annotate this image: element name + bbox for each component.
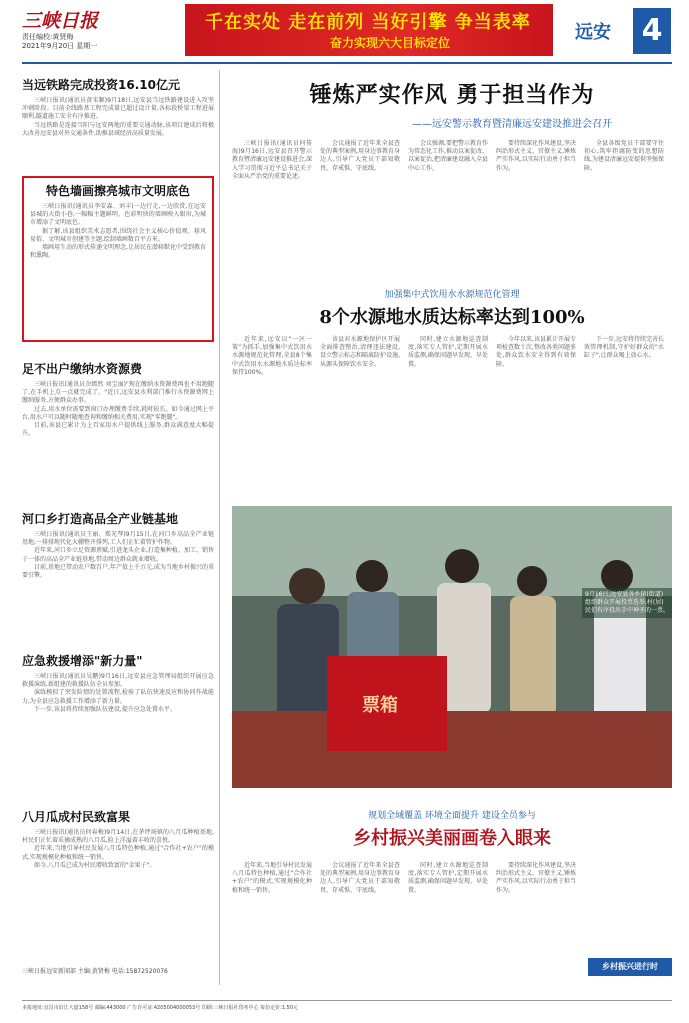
banner-subtitle: 奋力实现六大目标定位 — [330, 36, 451, 50]
masthead — [0, 0, 689, 62]
paragraph: 三峡日报讯(通讯员吴鹏)9月16日,远安县应急管理局组织开展应急救援演练,新组建的救援队伍全员参加。 — [22, 673, 214, 689]
paragraph: 如今,八月瓜已成为村民增收致富的"金果子"。 — [34, 861, 156, 869]
article-melon — [22, 808, 214, 870]
paragraph: 会议通报了近年来全县查处的典型案例,用身边事教育身边人,引导广大党员干部知敬畏、存戒惧、守底线。 — [320, 862, 400, 894]
paragraph: 近年来,当地引导村民发展八月瓜特色种植,通过"合作社+农户"的模式,实现规模化种植和统一销售。 — [22, 845, 214, 861]
svg-text:票箱: 票箱 — [362, 695, 398, 716]
paragraph: 三峡日报讯(通讯员余嫣然 刘宝丽)"现在缴纳水资源费再也不用跑腿了,在手机上点一点就完成了。"近日,远安县水利部门推行水资源费网上缴纳服务,方便群众办事。 — [22, 381, 214, 405]
article-title: 应急救援增添"新力量" — [22, 654, 143, 668]
water-kicker: 加强集中式饮用水水源规范化管理 — [384, 290, 520, 300]
issue-meta — [22, 33, 97, 51]
news-photo — [232, 506, 672, 788]
date-line: 2021年9月20日 星期一 — [22, 42, 98, 50]
paragraph: 目前,该县已累计为上百家用水户提供线上服务,群众满意度大幅提升。 — [22, 422, 214, 438]
paragraph: 演练模拟了突发险情的处置流程,检验了队伍快速反应和协同作战能力,为全县应急救援工作增添了新力量。 — [22, 689, 214, 705]
paragraph: 全县各级党员干部要守住初心,筑牢拒腐防变的思想防线,为建设清廉远安提供坚强保障。 — [584, 140, 664, 172]
article-title: 特色墙画擦亮城市文明底色 — [45, 184, 190, 198]
headline-title: 锤炼严实作风 勇于担当作为 — [309, 83, 595, 108]
editor-contact: 三峡日报远安新闻部 主编:黄贤梅 电话:15872520076 — [22, 968, 168, 975]
water-headline — [232, 287, 672, 329]
voting-scene-illustration — [232, 506, 672, 788]
page-number: 4 — [633, 8, 671, 54]
article-title: 河口乡打造高品全产业链基地 — [22, 512, 179, 526]
article-wall-paintings — [22, 176, 214, 342]
paragraph: 同时,建立水源地巡查制度,落实专人管护,定期开展水质监测,确保问题早发现、早处置。 — [408, 336, 488, 368]
paragraph: 要持续深化作风建设,坚决纠治形式主义、官僚主义,锤炼严实作风,以实际行动勇于担当作为。 — [496, 862, 576, 894]
main-headline — [232, 78, 672, 130]
article-body — [22, 531, 214, 580]
paragraph: 三峡日报讯(通讯员何传海)9月16日,远安县召开警示教育暨清廉远安建设推进会,深入学习贯彻习近平总书记关于全面从严治党的重要论述。 — [232, 140, 312, 180]
article-title: 八月瓜成村民致富果 — [22, 810, 131, 824]
headline-body — [232, 140, 664, 181]
paragraph: 三峡日报讯(通讯员黄宋颖)9月18日,远安县当远铁路建设进入攻坚冲刺阶段。目前全线路基工程完成量已超过设计量,各标段桥梁工程进展顺利,隧道施工安全有序推进。 — [22, 97, 214, 121]
paragraph: 会议强调,要把警示教育作为常态化工作,推动以案促改、以案促治,把清廉建设融入全县中心工作。 — [408, 140, 488, 172]
article-title: 当远铁路完成投资16.10亿元 — [22, 78, 180, 92]
paragraph: 近年来,远安以"一区一策"为抓手,加强集中式饮用水水源地规范化管理,全县8个集中式饮用水水源地水质达标率保持100%。 — [232, 336, 312, 376]
paragraph: 会议通报了近年来全县查处的典型案例,用身边事教育身边人,引导广大党员干部知敬畏、存戒惧、守底线。 — [320, 140, 400, 172]
paragraph: 过去,用水单位需要到窗口办理缴费手续,耗时较长。如今通过网上平台,用水户可以随时随地查询和缴纳相关费用,实现"零跑腿"。 — [22, 405, 214, 421]
page-footer: 本报地址:宜昌市沿江大道158号 邮编:443000 广告许可证:4205004000053号 印刷:三峡日报社印务中心 每份定价:1.50元 — [22, 1000, 672, 1011]
paragraph: 目前,基地已带动农户数百户,年产值上千万元,成为当地乡村振兴的重要引擎。 — [22, 563, 214, 580]
article-industry-base — [22, 510, 214, 580]
village-headline — [232, 808, 672, 850]
article-body — [22, 673, 214, 714]
photo-caption: 9月16日,远安县各乡镇(街道)组织群众开展投票选举,村(居)民们有序投出手中神圣的一票。 — [582, 588, 672, 618]
paragraph: 下一步,远安将持续完善长效管理机制,守护好群众的"水缸子",让群众喝上放心水。 — [584, 336, 664, 360]
section-name: 远安 — [575, 22, 611, 43]
paragraph: 同时,建立水源地巡查制度,落实专人管护,定期开展水质监测,确保问题早发现、早处置。 — [408, 862, 488, 894]
paragraph: 要持续深化作风建设,坚决纠治形式主义、官僚主义,锤炼严实作风,以实际行动勇于担当作为。 — [496, 140, 576, 172]
village-title: 乡村振兴美丽画卷入眼来 — [353, 828, 551, 849]
banner-slogan: 千在实处 走在前列 当好引擎 争当表率 — [205, 12, 531, 33]
slogan-banner — [185, 4, 553, 56]
editor-line: 责任编校:黄贤梅 — [22, 33, 74, 41]
paragraph: 近年来,当地引导村民发展八月瓜特色种植,通过"合作社+农户"的模式,实现规模化种植和统一销售。 — [232, 862, 312, 894]
article-body — [22, 381, 214, 438]
masthead-divider — [22, 62, 672, 64]
article-railway — [22, 76, 214, 138]
village-kicker: 规划全域覆盖 环境全面提升 建设全员参与 — [368, 811, 536, 821]
paragraph: 近年来,河口乡立足资源禀赋,引进龙头企业,打造集种植、加工、销售于一体的高品全产业链基地,带动周边群众就业增收。 — [22, 547, 214, 563]
column-tag: 乡村振兴进行时 — [588, 958, 672, 976]
article-water-fee — [22, 360, 214, 438]
article-body — [22, 97, 214, 138]
paragraph: 当远铁路是连接当阳与远安两地的重要交通动脉,该项目建成后将极大改善远安县对外交通条件,助推县域经济高质量发展。 — [22, 121, 214, 137]
paragraph: 下一步,该县将持续加强队伍建设,提升应急处置水平。 — [34, 705, 176, 713]
paragraph: 墙画用生动的形式传递文明理念,让居民在潜移默化中受到教育和熏陶。 — [30, 244, 206, 260]
paragraph: 该县对水源地保护区开展全面排查整治,清理违法建设,设立警示标志和隔离防护设施,从源头保障饮水安全。 — [320, 336, 400, 368]
paragraph: 今年以来,该县累计开展专项检查数十次,整改各类问题多处,群众饮水安全得到有效保障。 — [496, 336, 576, 368]
water-body — [232, 336, 664, 377]
newspaper-logo: 三峡日报 — [22, 10, 99, 32]
column-divider — [219, 70, 220, 985]
water-title: 8个水源地水质达标率达到100% — [319, 307, 585, 328]
article-rescue — [22, 652, 214, 714]
paragraph: 三峡日报讯(通讯员何春梅)9月14日,在茅坪场镇的八月瓜种植基地,村民们正忙着采摘成熟的八月瓜,脸上洋溢着丰收的喜悦。 — [22, 829, 214, 845]
village-body — [232, 862, 576, 895]
article-title: 足不出户缴纳水资源费 — [22, 362, 143, 376]
paragraph: 三峡日报讯(通讯员王丽、郑光琴)9月15日,在河口乡高品全产业链基地,一排排现代化大棚整齐排列,工人们正忙着管护作物。 — [22, 531, 214, 547]
paragraph: 据了解,该县组织美术志愿者,围绕社会主义核心价值观、移风易俗、文明城市创建等主题,绘制墙画数百平方米。 — [30, 227, 206, 243]
article-body — [30, 203, 206, 260]
paragraph: 三峡日报讯(通讯员李安森、刘丰)一边行走,一边欣赏,在远安县城的大街小巷,一幅幅主题鲜明、色彩明快的墙画映入眼帘,为城市增添了文明底色。 — [30, 203, 206, 227]
article-body — [22, 829, 214, 870]
headline-subtitle: ——远安警示教育暨清廉远安建设推进会召开 — [412, 119, 612, 130]
